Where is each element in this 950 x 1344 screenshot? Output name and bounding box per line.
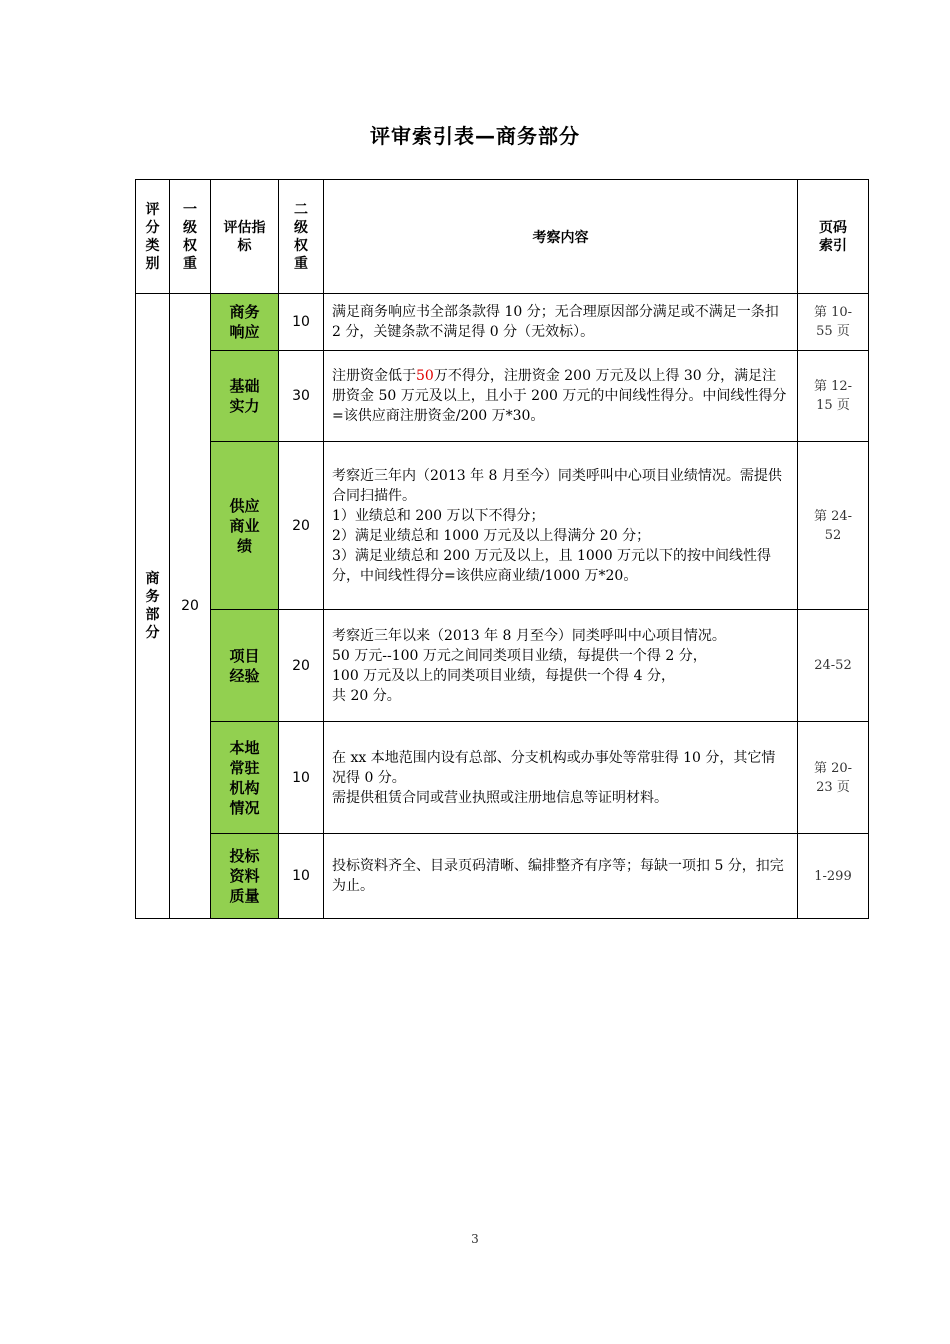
content-cell (324, 442, 798, 610)
indicator-cell: 供应 商业 绩 (211, 442, 279, 610)
header-level1-weight: 一 级 权 重 (170, 180, 211, 294)
page-index-cell: 1-299 (798, 834, 869, 919)
content-cell (324, 610, 798, 722)
category-weight: 20 (170, 294, 211, 919)
indicator-cell: 本地 常驻 机构 情况 (211, 722, 279, 834)
header-category: 评 分 类 别 (136, 180, 170, 294)
page-index-cell: 第 24- 52 (798, 442, 869, 610)
weight-cell: 30 (279, 351, 324, 442)
content-text: 注册资金低于 (332, 368, 416, 384)
evaluation-index-table (135, 179, 869, 919)
content-text: 万不得分，注册资金 200 万元及以上得 30 分，满足注册资金 50 万元及以上，且小于 200 万元的中间线性得分。中间线性得分=该供应商注册资金/200 万*30。 (332, 368, 787, 424)
content-cell (324, 834, 798, 919)
content-paragraph: 2）满足业绩总和 1000 万元及以上得满分 20 分； (332, 527, 651, 544)
content-paragraph: 3）满足业绩总和 200 万元及以上，且 1000 万元以下的按中间线性得分，中间线性得分=该供应商业绩/1000 万*20。 (332, 547, 772, 584)
content-paragraph: 50 万元--100 万元之间同类项目业绩，每提供一个得 2 分， (332, 647, 707, 664)
page-title: 评审索引表—商务部分 (370, 124, 580, 148)
content-paragraph: 考察近三年内（2013 年 8 月至今）同类呼叫中心项目业绩情况。需提供合同扫描件。 (332, 467, 782, 504)
page-index-cell: 24-52 (798, 610, 869, 722)
highlighted-value: 50 (416, 368, 434, 384)
content-cell (324, 722, 798, 834)
indicator-cell: 基础 实力 (211, 351, 279, 442)
content-paragraph: 100 万元及以上的同类项目业绩，每提供一个得 4 分， (332, 667, 675, 684)
header-page-index: 页码 索引 (798, 180, 869, 294)
content-paragraph: 共 20 分。 (332, 687, 401, 704)
page-index-cell: 第 12- 15 页 (798, 351, 869, 442)
content-cell (324, 351, 798, 442)
indicator-cell: 项目 经验 (211, 610, 279, 722)
indicator-cell: 投标 资料 质量 (211, 834, 279, 919)
header-indicator: 评估指 标 (211, 180, 279, 294)
content-paragraph: 考察近三年以来（2013 年 8 月至今）同类呼叫中心项目情况。 (332, 627, 726, 644)
weight-cell: 10 (279, 294, 324, 351)
weight-cell: 20 (279, 442, 324, 610)
table-header-row (136, 180, 869, 294)
header-level2-weight: 二 级 权 重 (279, 180, 324, 294)
content-paragraph: 投标资料齐全、目录页码清晰、编排整齐有序等；每缺一项扣 5 分，扣完为止。 (332, 858, 784, 894)
page-index-cell: 第 10- 55 页 (798, 294, 869, 351)
content-paragraph: 在 xx 本地范围内设有总部、分支机构或办事处等常驻得 10 分，其它情况得 0 分。 (332, 749, 776, 786)
table-row (136, 351, 869, 442)
table-row (136, 834, 869, 919)
content-cell (324, 294, 798, 351)
category-cell: 商 务 部 分 (136, 294, 170, 919)
table-row (136, 294, 869, 351)
indicator-cell: 商务 响应 (211, 294, 279, 351)
content-paragraph: 1）业绩总和 200 万以下不得分； (332, 507, 545, 524)
weight-cell: 20 (279, 610, 324, 722)
header-content: 考察内容 (324, 180, 798, 294)
content-paragraph: 满足商务响应书全部条款得 10 分；无合理原因部分满足或不满足一条扣 2 分，关键条款不满足得 0 分（无效标）。 (332, 304, 779, 340)
table-row (136, 610, 869, 722)
content-paragraph: 需提供租赁合同或营业执照或注册地信息等证明材料。 (332, 789, 668, 806)
weight-cell: 10 (279, 834, 324, 919)
table-row (136, 722, 869, 834)
page-number: 3 (471, 1232, 479, 1246)
table-row (136, 442, 869, 610)
page-index-cell: 第 20- 23 页 (798, 722, 869, 834)
weight-cell: 10 (279, 722, 324, 834)
